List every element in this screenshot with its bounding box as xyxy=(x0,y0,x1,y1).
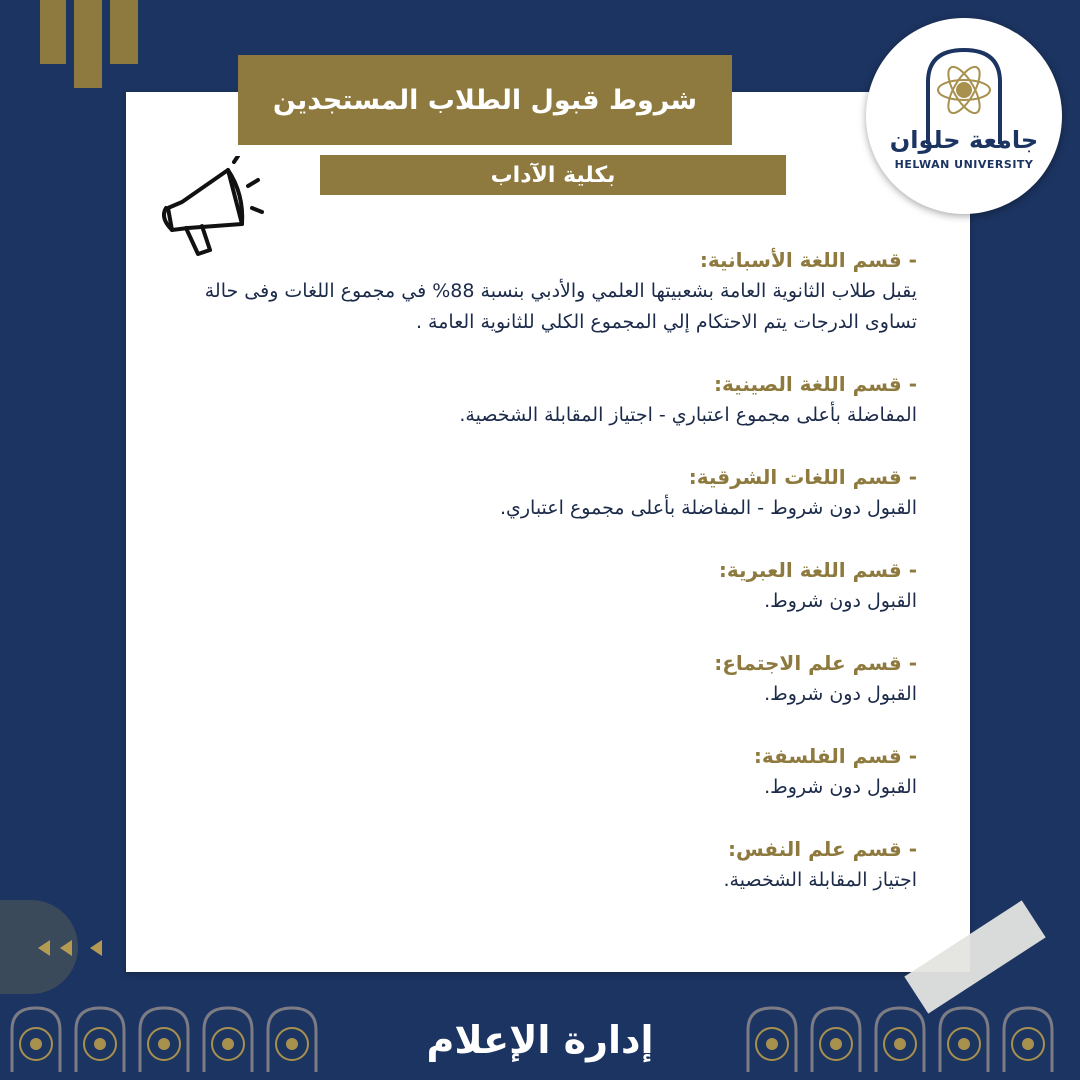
section-chinese xyxy=(195,368,917,431)
section-title: - قسم اللغة الأسبانية: xyxy=(699,248,917,272)
section-title: - قسم اللغة العبرية: xyxy=(718,558,917,582)
university-logo xyxy=(866,18,1062,214)
ornament-icon xyxy=(200,1004,256,1072)
page-subtitle xyxy=(320,155,786,195)
footer-department-label xyxy=(380,1010,700,1070)
ornament-icon xyxy=(808,1004,864,1072)
section-psychology xyxy=(195,833,917,896)
page-title-text: شروط قبول الطلاب المستجدين xyxy=(272,84,698,116)
section-body: القبول دون شروط - المفاضلة بأعلى مجموع اعتباري. xyxy=(499,497,917,519)
page-subtitle-text: بكلية الآداب xyxy=(490,162,616,188)
triple-arrow-left-icon xyxy=(36,938,104,958)
section-body: اجتياز المقابلة الشخصية. xyxy=(723,869,917,891)
section-body: القبول دون شروط. xyxy=(764,683,917,705)
page-title xyxy=(238,55,732,145)
section-oriental-languages xyxy=(195,461,917,524)
ornament-icon xyxy=(264,1004,320,1072)
section-sociology xyxy=(195,647,917,710)
ornament-icon xyxy=(8,1004,64,1072)
section-title: - قسم اللغة الصينية: xyxy=(714,372,917,396)
section-hebrew xyxy=(195,554,917,617)
section-philosophy xyxy=(195,740,917,803)
admission-conditions xyxy=(195,244,917,926)
section-body: القبول دون شروط. xyxy=(764,590,917,612)
section-title: - قسم الفلسفة: xyxy=(753,744,917,768)
ornament-icon xyxy=(744,1004,800,1072)
footer-department-text: إدارة الإعلام xyxy=(426,1018,654,1062)
decor-bar-3 xyxy=(110,0,138,64)
section-body: يقبل طلاب الثانوية العامة بشعبيتها العلمي والأدبي بنسبة 88% في مجموع اللغات وفى حالة تساوى الدرجات يتم الاحتكام إلي المجموع الكلي للثانوية العامة . xyxy=(204,280,917,333)
university-english-name: HELWAN UNIVERSITY xyxy=(894,158,1034,171)
ornament-icon xyxy=(936,1004,992,1072)
section-title: - قسم اللغات الشرقية: xyxy=(688,465,917,489)
section-title: - قسم علم النفس: xyxy=(727,837,917,861)
decor-bar-2 xyxy=(74,0,102,88)
ornament-icon xyxy=(136,1004,192,1072)
section-body: المفاضلة بأعلى مجموع اعتباري - اجتياز المقابلة الشخصية. xyxy=(459,404,917,426)
section-spanish xyxy=(195,244,917,338)
ornament-icon xyxy=(872,1004,928,1072)
decor-bar-1 xyxy=(40,0,66,64)
ornament-icon xyxy=(1000,1004,1056,1072)
section-body: القبول دون شروط. xyxy=(764,776,917,798)
university-arabic-name: جامعة حلوان xyxy=(889,126,1039,154)
section-title: - قسم علم الاجتماع: xyxy=(714,651,917,675)
ornament-icon xyxy=(72,1004,128,1072)
